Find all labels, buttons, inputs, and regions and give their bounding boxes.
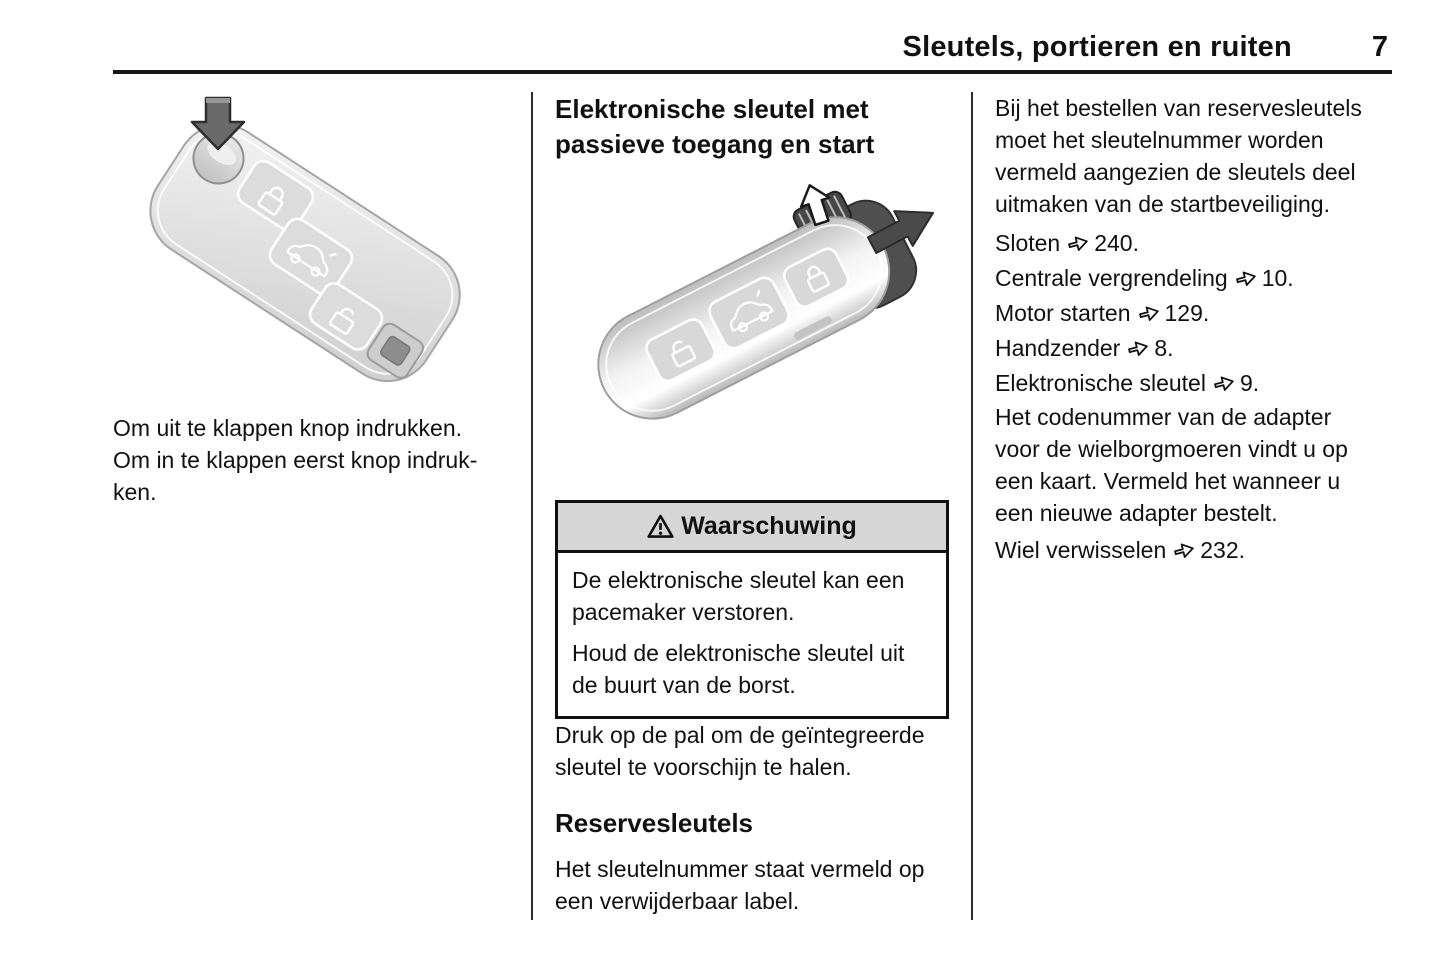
page-header (113, 0, 1392, 74)
cross-reference: Handzender 8. (995, 335, 1174, 361)
flip-key-illustration (113, 92, 503, 412)
content-columns (113, 92, 1392, 920)
electronic-key-illustration (555, 178, 949, 474)
subsection-heading: Reservesleutels (555, 808, 754, 838)
reference-arrow-icon (1067, 232, 1089, 254)
reference-arrow-icon (1173, 539, 1195, 561)
reference-arrow-icon (1213, 372, 1235, 394)
cross-reference: Sloten 240. (995, 230, 1139, 256)
warning-body (558, 553, 946, 716)
warning-paragraph: De elektronische sleutel kan een pacemaker verstoren. (572, 567, 905, 625)
column-left (113, 92, 505, 508)
warning-triangle-icon (647, 514, 674, 539)
warning-header (558, 503, 946, 553)
reference-arrow-icon (1235, 267, 1257, 289)
column-right (995, 92, 1392, 568)
cross-reference: Elektronische sleutel 9. (995, 370, 1260, 396)
flip-key-caption: Om uit te klappen knop indrukken. Om in te klappen eerst knop indruk- ken. (113, 415, 478, 505)
release-instruction: Druk op de pal om de geïntegreerde sleutel te voorschijn te halen. (555, 722, 925, 780)
cross-reference-list (995, 226, 1392, 401)
chapter-title: Sleutels, portieren en ruiten (902, 31, 1292, 63)
warning-title: Waarschuwing (681, 512, 857, 540)
column-middle (555, 92, 949, 917)
adapter-code-note: Het codenummer van de adapter voor de wielborgmoeren vindt u op een kaart. Vermeld het wanneer u een nieuwe adapter bestelt. (995, 404, 1348, 526)
electronic-key-figure (555, 178, 949, 474)
cross-reference: Centrale vergrendeling 10. (995, 265, 1294, 291)
warning-paragraph: Houd de elektronische sleutel uit de buurt van de borst. (572, 640, 905, 698)
reference-arrow-icon (1127, 337, 1149, 359)
page-number: 7 (1371, 31, 1388, 63)
reference-arrow-icon (1138, 302, 1160, 324)
cross-reference: Wiel verwisselen 232. (995, 537, 1246, 563)
section-heading: Elektronische sleutel met passieve toegang en start (555, 94, 875, 159)
column-divider (971, 92, 973, 920)
key-number-note: Het sleutelnummer staat vermeld op een verwijderbaar label. (555, 856, 925, 914)
spare-key-intro: Bij het bestellen van reservesleutels moet het sleutelnummer worden vermeld aangezien de sleutels deel uitmaken van de startbeveiliging. (995, 95, 1362, 217)
cross-reference: Motor starten 129. (995, 300, 1210, 326)
flip-key-figure (113, 92, 505, 412)
warning-box (555, 500, 949, 719)
column-divider (531, 92, 533, 920)
